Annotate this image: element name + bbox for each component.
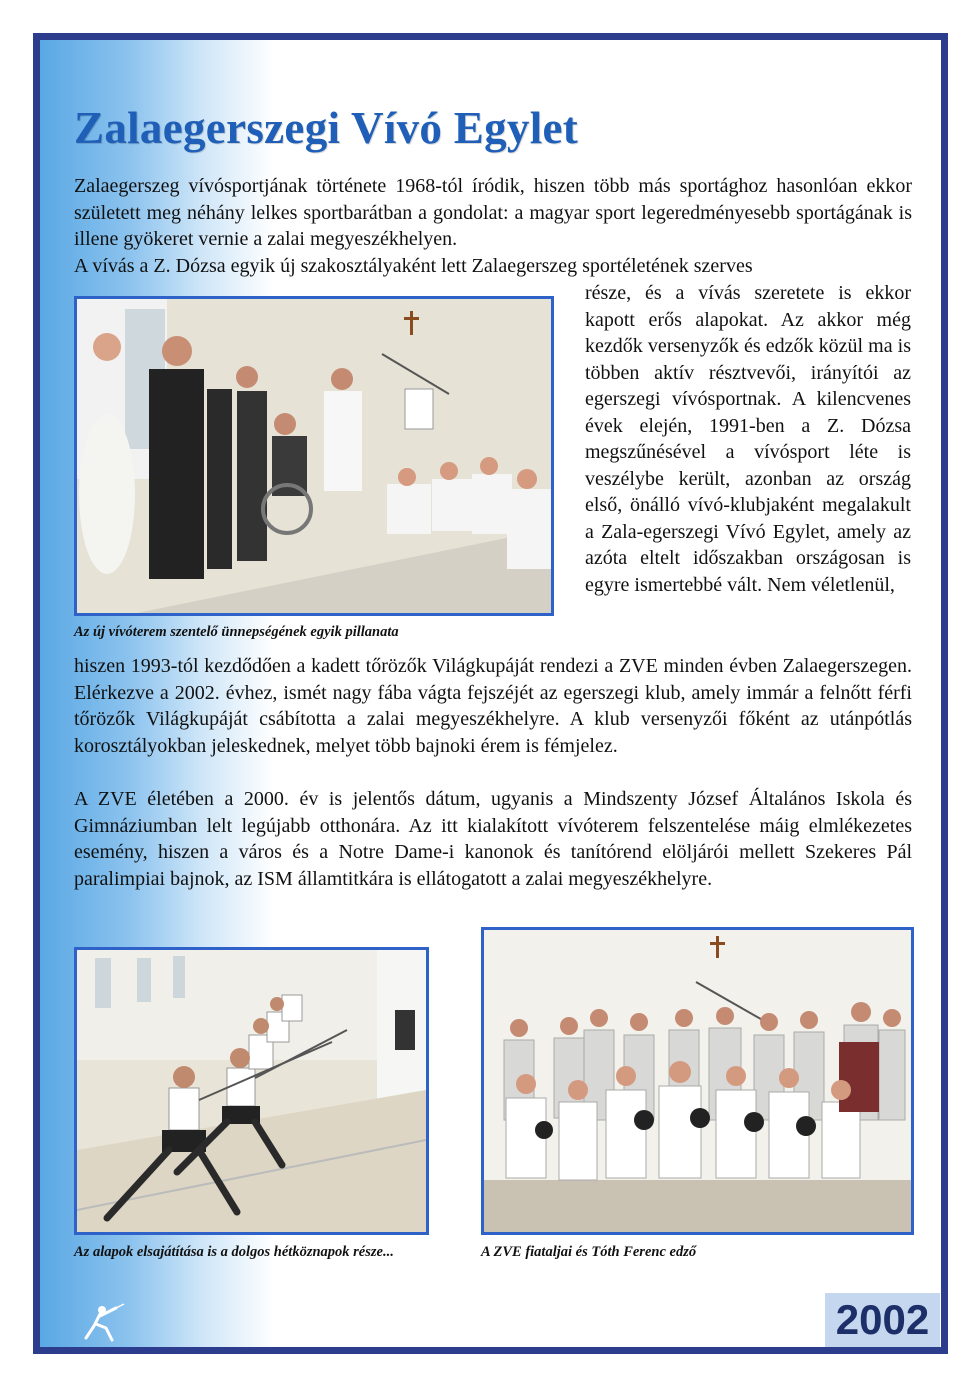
- page-title: Zalaegerszegi Vívó Egylet: [74, 103, 579, 153]
- paragraph-2000: A ZVE életében a 2000. év is jelentős dátum, ugyanis a Mindszenty József Általános Iskola és Gimnáziumban lelt legújabb otthonára. Az itt kialakított vívóterem felszentelése máig elmlékezetes esemény, hiszen a város és a Notre Dame-i kanonok és tanítórend elöljárói mellett Szekeres Pál paralimpiai bajnok, az ISM államtitkára is ellátogatott a zalai megyeszékhelyre.: [74, 788, 912, 890]
- paragraph-world-cup: hiszen 1993-tól kezdődően a kadett tőrözők Világkupáját rendezi a ZVE minden évben Zalaegerszegen. Elérkezve a 2002. évhez, ismét nagy fába vágta fejszéjét az egerszegi klub, amely immár a felnőtt férfi tőrözők Világkupáját csábította a zalai megyeszékhelyre. A klub versenyzői főként az utánpótlás korosztályokban jeleskednek, melyet több bajnoki érem is fémjelez.: [74, 655, 912, 757]
- page-frame: [33, 33, 948, 1354]
- caption-training: Az alapok elsajátítása is a dolgos hétköznapok része...: [74, 1244, 394, 1260]
- photo-training: [74, 947, 429, 1235]
- paragraph-dozsa: A vívás a Z. Dózsa egyik új szakosztályaként lett Zalaegerszeg sportéletének szerves: [74, 255, 753, 277]
- fencer-logo-icon: [82, 1302, 126, 1346]
- paragraph-intro: Zalaegerszeg vívósportjának története 1968-tól íródik, hiszen több más sportághoz hasonlóan ekkor született meg néhány lelkes sportbarátban a gondolat: a magyar sport legeredményesebb sportágának is illene gyökeret vernie a zalai megyeszékhelyen.: [74, 175, 912, 250]
- training-scene: [77, 950, 426, 1232]
- group-scene: [484, 930, 911, 1232]
- caption-group: A ZVE fiataljai és Tóth Ferenc edző: [481, 1244, 697, 1260]
- ceremony-scene: [77, 299, 551, 613]
- year-badge: 2002: [825, 1293, 940, 1347]
- photo-group: [481, 927, 914, 1235]
- photo-ceremony: [74, 296, 554, 616]
- paragraph-wrap: része, és a vívás szeretete is ekkor kapott erős alapokat. Az akkor még kezdők versenyzők és edzők közül ma is többen aktív résztvevői, irányítói az egerszegi vívósportnak. A kilencvenes évek elején, 1991-ben a Z. Dózsa megszűnésével a vívósport léte is veszélybe került, azonban az ország első, önálló vívó-klubjaként megalakult a Zala-egerszegi Vívó Egylet, amely az azóta eltelt időszakban országosan is egyre ismertebbé vált. Nem véletlenül,: [585, 282, 911, 596]
- caption-ceremony: Az új vívóterem szentelő ünnepségének egyik pillanata: [74, 624, 399, 640]
